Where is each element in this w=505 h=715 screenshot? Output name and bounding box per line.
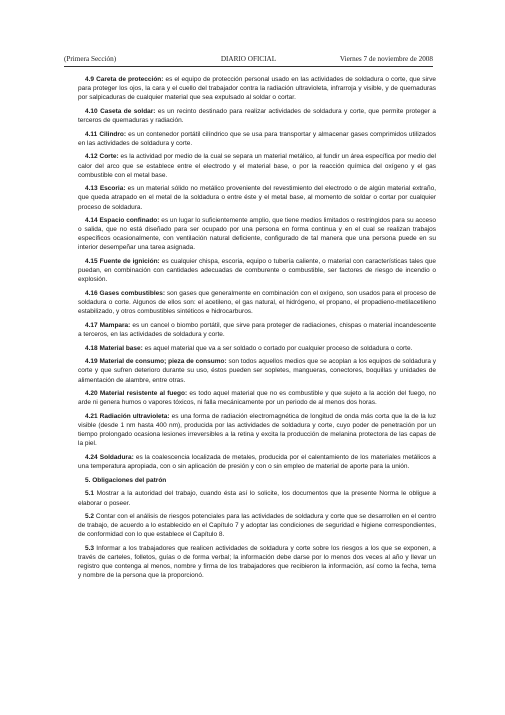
definition-text: son todos aquellos medios que se acoplan a los equipos de soldadura y corte y que sufren deterioro durante su uso, éstos pueden ser sopletes, mangueras, conectores, boquillas y unidades de alimentación de alambre, entre otras. (78, 358, 436, 384)
definition-paragraph (78, 412, 436, 448)
obligation-number: 5.1 (85, 490, 95, 498)
definition-paragraph (78, 357, 436, 384)
definition-text: es el equipo de protección personal usado en las actividades de soldadura o corte, que sirve para proteger los ojos, la cara y el cuello del trabajador contra la radiación ultravioleta, infrarroja y visible, y de quemaduras por salpicaduras de cualquier material que sea expulsado al soldar o cortar. (78, 76, 436, 102)
definition-term: 4.18 Material base: (85, 344, 143, 352)
header-section-label: (Primera Sección) (64, 55, 117, 63)
definition-paragraph (78, 216, 436, 252)
definition-term: 4.13 Escoria: (85, 185, 126, 193)
definition-term: 4.24 Soldadura: (85, 454, 134, 461)
definition-term: 4.21 Radiación ultravioleta: (85, 413, 170, 421)
definition-text: es un cancel o biombo portátil, que sirve para proteger de radiaciones, chispas o material incandescente a terceros, en las actividades de soldadura y corte. (78, 321, 436, 338)
header-date: Viernes 7 de noviembre de 2008 (339, 55, 433, 63)
document-body (78, 75, 436, 585)
definition-paragraph (78, 257, 436, 284)
section-heading: 5. Obligaciones del patrón (85, 476, 167, 484)
obligation-paragraph (78, 512, 436, 539)
definition-term: 4.16 Gases combustibles: (85, 290, 166, 298)
obligation-text: Informar a los trabajadores que realicen actividades de soldadura y corte sobre los riesgos a los que se exponen, a través de carteles, folletos, guías o de forma verbal; la información debe darse por lo menos dos veces al año y llevar un registro que contenga al menos, nombre y firma de los trabajadores que recibieron la información, así como la fecha, tema y nombre de la persona que la proporcionó. (78, 545, 436, 580)
definition-paragraph (78, 130, 436, 148)
obligation-paragraph (78, 489, 436, 507)
definition-text: son gases que generalmente en combinación con el oxígeno, son usados para el proceso de soldadura o corte. Algunos de ellos son: el acetileno, el gas natural, el hidrógeno, el propano, el propadieno-metilacetileno estabilizado, y otros combustibles sintéticos e hidrocarburos. (78, 290, 436, 316)
obligation-number: 5.2 (85, 513, 95, 521)
definition-text: es todo aquel material que no es combustible y que sujeto a la acción del fuego, no arde ni genera humos o vapores tóxicos, ni falla mecánicamente por un periodo de al menos dos horas. (78, 390, 436, 407)
definition-term: 4.14 Espacio confinado: (85, 217, 160, 225)
obligation-paragraph (78, 544, 436, 580)
definition-text: es un recinto destinado para realizar actividades de soldadura y corte, que permite proteger a terceros de quemaduras y radiación. (78, 107, 436, 124)
definition-paragraph (78, 184, 436, 211)
definition-text: es cualquier chispa, escoria, equipo o tubería caliente, o material con características tales que puedan, en combinación con cantidades adecuadas de comburente o combustible, ser factores de riesgo de incendio o explosión. (78, 258, 436, 284)
definition-paragraph (78, 344, 436, 353)
definition-term: 4.9 Careta de protección: (85, 76, 164, 83)
header-divider (64, 66, 433, 67)
definition-paragraph (78, 321, 436, 339)
definition-paragraph (78, 389, 436, 407)
definition-term: 4.17 Mampara: (85, 321, 131, 329)
definition-text: es la coalescencia localizada de metales, producida por el calentamiento de los materiales metálicos a una temperatura apropiada, con o sin aplicación de presión y con o sin empleo de material de aporte para la unión. (78, 454, 436, 471)
definition-text: es un material sólido no metálico proveniente del revestimiento del electrodo o de algún material extraño, que queda atrapado en el metal de la soldadura o entre éste y el metal base, al momento de soldar o cortar por cualquier proceso de soldadura. (78, 185, 436, 211)
definition-term: 4.19 Material de consumo; pieza de consumo: (85, 358, 227, 366)
definition-text: es una forma de radiación electromagnética de longitud de onda más corta que la de la luz visible (desde 1 nm hasta 400 nm), producida por las actividades de soldadura y corte, cuyo poder de penetración por un tiempo prolongado ocasiona lesiones irreversibles a la retina y excita la producción de melanina protectora de las capas de la piel. (78, 413, 437, 448)
obligation-text: Mostrar a la autoridad del trabajo, cuando ésta así lo solicite, los documentos que la presente Norma le obligue a elaborar o poseer. (78, 490, 436, 507)
definition-term: 4.10 Caseta de soldar: (85, 107, 156, 115)
definition-text: es aquel material que va a ser soldado o cortado por cualquier proceso de soldadura o corte. (142, 344, 413, 352)
definition-paragraph (78, 453, 436, 471)
definition-paragraph (78, 289, 436, 316)
definition-paragraph (78, 75, 436, 102)
definition-term: 4.20 Material resistente al fuego: (85, 390, 188, 398)
definition-term: 4.11 Cilindro: (85, 130, 127, 138)
definition-term: 4.15 Fuente de ignición: (85, 258, 160, 266)
definition-text: es un contenedor portátil cilíndrico que se usa para transportar y almacenar gases comprimidos utilizados en las actividades de soldadura y corte. (78, 130, 436, 147)
definition-paragraph (78, 152, 436, 179)
obligation-text: Contar con el análisis de riesgos potenciales para las actividades de soldadura y corte que se desarrollen en el centro de trabajo, de acuerdo a lo establecido en el Capítulo 7 y adoptar las condiciones de seguridad e higiene correspondientes, de conformidad con lo que establece el Capítulo 8. (78, 513, 436, 539)
header-publication-title: DIARIO OFICIAL (220, 55, 277, 63)
obligation-number: 5.3 (85, 545, 95, 553)
definition-paragraph (78, 107, 436, 125)
definition-term: 4.12 Corte: (85, 153, 119, 161)
definition-text: es un lugar lo suficientemente amplio, que tiene medios limitados o restringidos para su acceso o salida, que no está diseñado para ser ocupado por una persona en forma continua y en el cual se realizan trabajos específicos ocasionalmente, con ventilación natural deficiente, configurado de tal manera que una persona puede en su interior desempeñar una tarea asignada. (78, 217, 436, 252)
definition-text: es la actividad por medio de la cual se separa un material metálico, al fundir un área específica por medio del calor del arco que se establece entre el electrodo y el material base, o por la reacción química del oxígeno y el gas combustible con el metal base. (78, 153, 436, 179)
